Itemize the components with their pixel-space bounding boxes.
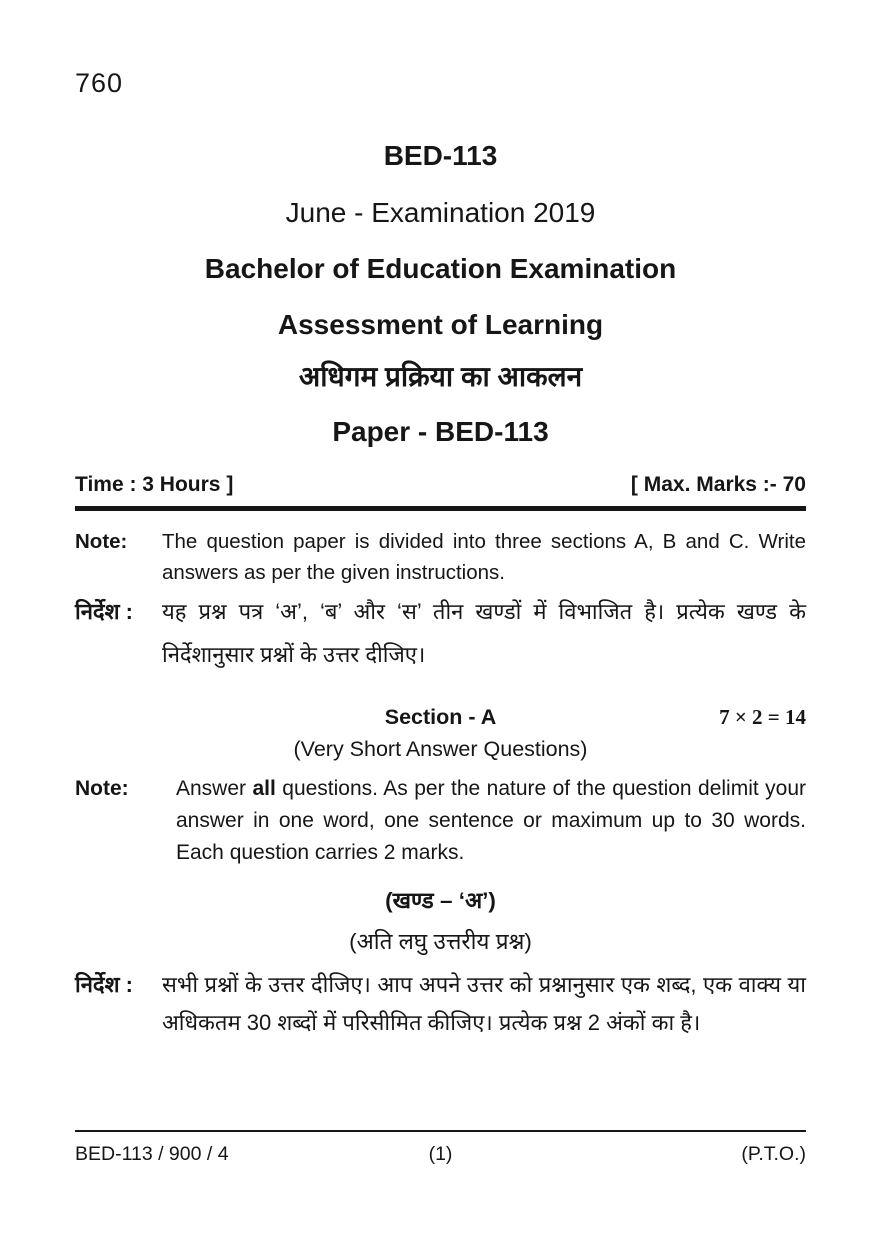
nirdesh-text-hi: यह प्रश्न पत्र ‘अ’, ‘ब’ और ‘स’ तीन खण्डों में विभाजित है। प्रत्येक खण्ड के निर्देशानुसार प्रश्नों के उत्तर दीजिए। (162, 599, 806, 667)
paper-label-title: Paper - BED-113 (332, 416, 549, 447)
footer-page-number: (1) (428, 1143, 453, 1165)
time-marks-row (75, 473, 806, 497)
footer-divider-rule (75, 1130, 806, 1132)
exam-session-title: June - Examination 2019 (285, 197, 596, 228)
section-a-note-bold-word: all (252, 777, 276, 800)
section-a-note-en (75, 773, 806, 869)
subject-title-en: Assessment of Learning (277, 309, 604, 340)
section-a-subtitle-en: (Very Short Answer Questions) (293, 737, 588, 761)
general-note-hi (75, 590, 806, 676)
max-marks-label: [ Max. Marks :- 70 (630, 473, 806, 496)
section-a-subtitle-hi: (अति लघु उत्तरीय प्रश्न) (349, 929, 532, 954)
nirdesh-label-hi: निर्देश : (75, 599, 133, 624)
note-label-en: Note: (75, 530, 128, 553)
subject-title-hi: अधिगम प्रक्रिया का आकलन (298, 361, 583, 392)
note-text-en: The question paper is divided into three sections A, B and C. Write answers as per the given instructions. (162, 530, 806, 584)
section-a-note-hi (75, 966, 806, 1042)
section-a-note-label: Note: (75, 777, 129, 800)
time-allowed-label: Time : 3 Hours ] (75, 473, 234, 496)
section-a-title: Section - A (384, 705, 497, 729)
section-a-note-part1: Answer (176, 777, 253, 800)
section-a-header (75, 705, 806, 730)
section-a-nirdesh-text-hi: सभी प्रश्नों के उत्तर दीजिए। आप अपने उत्तर को प्रश्नानुसार एक शब्द, एक वाक्य या अधिकतम 30 शब्दों में परिसीमित कीजिए। प्रत्येक प्रश्न 2 अंकों का है। (162, 972, 806, 1035)
footer-pto-label: (P.T.O.) (741, 1143, 807, 1165)
header-divider-rule (75, 506, 806, 511)
corner-page-number: 760 (75, 68, 124, 98)
khand-heading-hi: (खण्ड – ‘अ’) (385, 888, 496, 913)
general-note-en (75, 526, 806, 588)
section-a-nirdesh-label-hi: निर्देश : (75, 972, 133, 997)
paper-code-title: BED-113 (383, 140, 498, 171)
section-a-note-part2: questions. As per the nature of the question delimit your answer in one word, one sentence or maximum up to 30 words. Each question carries 2 marks. (176, 777, 806, 864)
footer-paper-print-code: BED-113 / 900 / 4 (75, 1143, 229, 1165)
section-a-marks-formula: 7 × 2 = 14 (719, 705, 806, 729)
section-a-note-text (176, 773, 806, 869)
exam-name-title: Bachelor of Education Examination (204, 253, 677, 284)
page-footer (75, 1143, 806, 1166)
